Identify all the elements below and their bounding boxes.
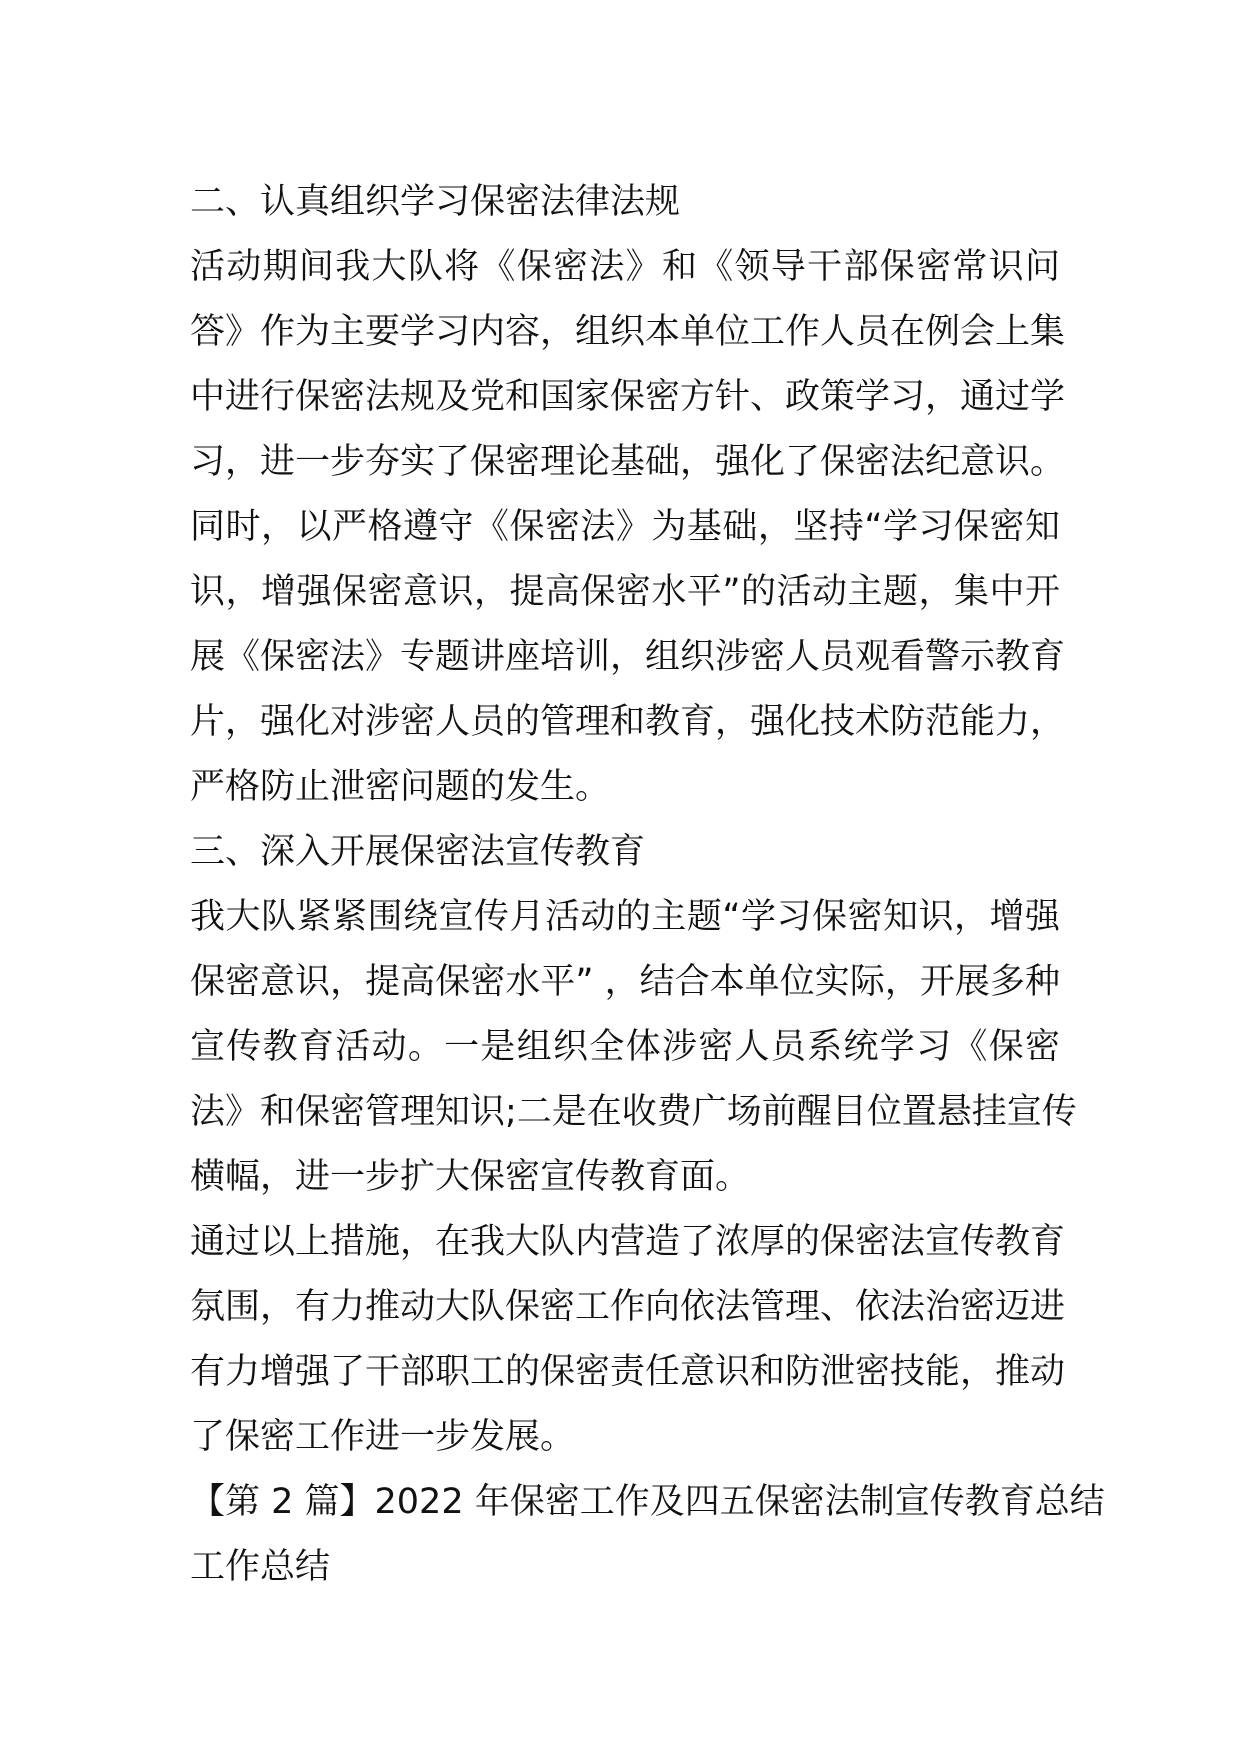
paragraph-line: 片，强化对涉密人员的管理和教育，强化技术防范能力， [190,702,1066,742]
paragraph-line: 我大队紧紧围绕宣传月活动的主题“学习保密知识，增强 [190,897,1060,937]
paragraph-line: 保密意识，提高保密水平” ，结合本单位实际，开展多种 [190,962,1060,1002]
paragraph-line: 有力增强了干部职工的保密责任意识和防泄密技能，推动 [190,1352,1066,1392]
paragraph-line: 答》作为主要学习内容，组织本单位工作人员在例会上集 [190,312,1066,352]
paragraph-line: 了保密工作进一步发展。 [190,1417,576,1457]
paragraph-line: 活动期间我大队将《保密法》和《领导干部保密常识问 [190,247,1060,287]
document-body [190,170,1105,1600]
paragraph-line: 通过以上措施，在我大队内营造了浓厚的保密法宣传教育 [190,1222,1066,1262]
paragraph-line: 习，进一步夯实了保密理论基础，强化了保密法纪意识。 [190,442,1066,482]
paragraph-line: 横幅，进一步扩大保密宣传教育面。 [190,1157,751,1197]
paragraph-line: 法》和保密管理知识;二是在收费广场前醒目位置悬挂宣传 [190,1092,1077,1132]
paragraph-line: 同时，以严格遵守《保密法》为基础，坚持“学习保密知 [190,507,1060,547]
paragraph-line: 识，增强保密意识，提高保密水平”的活动主题，集中开 [190,572,1060,612]
paragraph-line: 展《保密法》专题讲座培训，组织涉密人员观看警示教育 [190,637,1066,677]
article-title: 【第 2 篇】2022 年保密工作及四五保密法制宣传教育总结 [190,1482,1105,1522]
paragraph-line: 严格防止泄密问题的发生。 [190,767,611,807]
paragraph-line: 氛围，有力推动大队保密工作向依法管理、依法治密迈进 [190,1287,1066,1327]
paragraph-line: 中进行保密法规及党和国家保密方针、政策学习，通过学 [190,377,1066,417]
paragraph-line: 宣传教育活动。一是组织全体涉密人员系统学习《保密 [190,1027,1060,1067]
section-heading-2: 二、认真组织学习保密法律法规 [190,182,681,222]
article-subtitle: 工作总结 [190,1547,331,1587]
section-heading-3: 三、深入开展保密法宣传教育 [190,832,646,872]
